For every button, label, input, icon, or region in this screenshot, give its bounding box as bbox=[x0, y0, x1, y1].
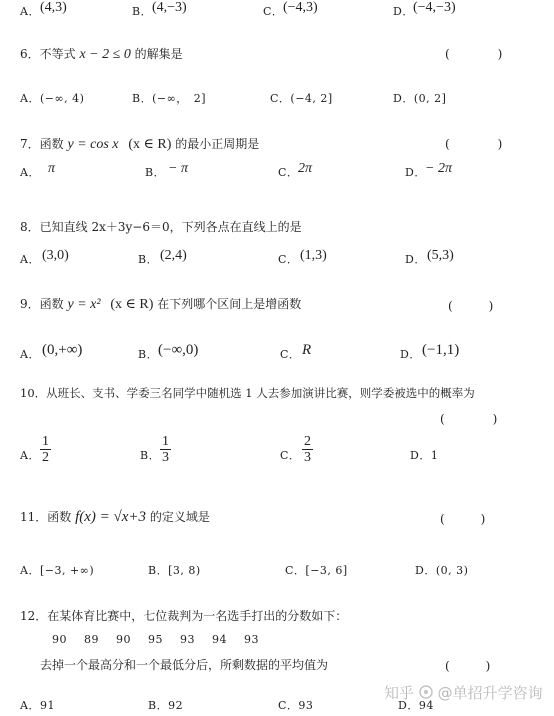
q10-stem: 10．从班长、支书、学委三名同学中随机选 1 人去参加演讲比赛，则学委被选中的概率为 bbox=[20, 386, 475, 400]
q7-stem-pre: 7．函数 bbox=[20, 137, 64, 151]
q5-option-d-label: D． bbox=[393, 5, 414, 18]
q10-option-d: D．1 bbox=[410, 449, 439, 462]
q12-option-b: B．92 bbox=[148, 699, 184, 712]
q6-answer-paren: ( ) bbox=[445, 47, 503, 61]
q9-stem-post: 在下列哪个区间上是增函数 bbox=[157, 297, 302, 311]
q12-answer-paren: ( ) bbox=[445, 659, 491, 673]
q11-option-d: D．(0, 3) bbox=[415, 564, 469, 577]
watermark-handle: @单招升学咨询 bbox=[437, 684, 543, 702]
q9-option-b: (−∞,0) bbox=[158, 342, 199, 358]
q10-option-c-denominator: 3 bbox=[304, 450, 311, 465]
q8-stem: 8．已知直线 2x＋3y−6＝0，下列各点在直线上的是 bbox=[20, 220, 302, 234]
q9-option-d: (−1,1) bbox=[422, 342, 460, 358]
q6-option-a: A．(−∞, 4) bbox=[20, 92, 85, 105]
q10-option-a-fraction bbox=[40, 434, 51, 465]
q12-score: 93 bbox=[244, 633, 259, 646]
q11-stem-post: 的定义域是 bbox=[149, 510, 210, 524]
q12-score: 95 bbox=[148, 633, 163, 646]
q10-option-b-denominator: 3 bbox=[162, 450, 169, 465]
q9-domain: (x ∈ R) bbox=[110, 297, 154, 312]
q7-function: y = cos x bbox=[67, 137, 119, 152]
q5-option-b-label: B． bbox=[132, 5, 153, 18]
q9-function: y = x² bbox=[67, 297, 101, 312]
q12-option-d: D．94 bbox=[398, 699, 434, 712]
q11-stem bbox=[20, 508, 210, 526]
q7-answer-paren: ( ) bbox=[445, 137, 503, 151]
q7-option-c: 2π bbox=[298, 161, 313, 176]
q12-option-c: C．93 bbox=[278, 699, 314, 712]
q10-option-a-label: A． bbox=[20, 449, 40, 462]
q8-option-a-label: A． bbox=[20, 253, 40, 266]
q10-option-c-fraction bbox=[302, 434, 313, 465]
q12-score: 90 bbox=[116, 633, 131, 646]
q10-option-b-fraction bbox=[160, 434, 171, 465]
q12-score: 90 bbox=[52, 633, 67, 646]
q7-option-d: − 2π bbox=[425, 161, 452, 176]
q12-score: 94 bbox=[212, 633, 227, 646]
q7-stem bbox=[20, 135, 259, 153]
q10-answer-paren: ( ) bbox=[440, 412, 498, 426]
q10-option-c-label: C． bbox=[280, 449, 301, 462]
q11-option-c: C．[−3, 6] bbox=[285, 564, 348, 577]
q9-option-a-label: A． bbox=[20, 348, 40, 361]
q6-option-c: C．(−4, 2] bbox=[270, 92, 333, 105]
q9-option-d-label: D． bbox=[400, 348, 421, 361]
q7-option-b: − π bbox=[168, 161, 188, 176]
q9-option-c: R bbox=[302, 342, 312, 358]
q8-option-b: (2,4) bbox=[160, 248, 187, 263]
q6-inequality: x − 2 ≤ 0 bbox=[79, 47, 131, 62]
q12-line-2: 去掉一个最高分和一个最低分后，所剩数据的平均值为 bbox=[40, 658, 329, 672]
q10-option-b-numerator: 1 bbox=[162, 434, 169, 449]
q11-answer-paren: ( ) bbox=[440, 512, 486, 526]
q6-stem-post: 的解集是 bbox=[134, 47, 183, 61]
q7-option-b-label: B． bbox=[145, 166, 166, 179]
q7-stem-post: 的最小正周期是 bbox=[175, 137, 260, 151]
q12-score: 93 bbox=[180, 633, 195, 646]
q7-option-d-label: D． bbox=[405, 166, 426, 179]
q8-option-a: (3,0) bbox=[42, 248, 69, 263]
q9-option-a: (0,+∞) bbox=[42, 342, 83, 358]
q9-option-c-label: C． bbox=[280, 348, 301, 361]
q5-option-c: (−4,3) bbox=[283, 0, 318, 15]
q11-function: f(x) = √x+3 bbox=[75, 509, 147, 525]
q5-option-a-label: A． bbox=[20, 5, 40, 18]
q8-option-d-label: D． bbox=[405, 253, 426, 266]
q10-option-a-denominator: 2 bbox=[42, 450, 49, 465]
q10-option-b-label: B． bbox=[140, 449, 161, 462]
q7-option-a-label: A． bbox=[20, 166, 40, 179]
q9-answer-paren: ( ) bbox=[448, 299, 494, 313]
q12-scores bbox=[52, 633, 276, 646]
q11-stem-pre: 11．函数 bbox=[20, 510, 72, 524]
q8-option-b-label: B． bbox=[138, 253, 159, 266]
q7-domain: (x ∈ R) bbox=[128, 137, 172, 152]
q5-option-c-label: C． bbox=[263, 5, 284, 18]
watermark bbox=[384, 682, 543, 703]
q5-option-b: (4,−3) bbox=[152, 0, 187, 15]
q7-option-c-label: C． bbox=[278, 166, 299, 179]
q6-option-b: B．(−∞， 2] bbox=[132, 92, 207, 105]
q11-option-b: B．[3, 8) bbox=[148, 564, 201, 577]
q12-option-a: A．91 bbox=[20, 699, 55, 712]
q9-stem bbox=[20, 295, 301, 313]
q9-stem-pre: 9．函数 bbox=[20, 297, 64, 311]
q10-option-c-numerator: 2 bbox=[304, 434, 311, 449]
zhihu-logo-icon bbox=[419, 685, 433, 703]
q11-option-a: A．[−3, +∞) bbox=[20, 564, 95, 577]
watermark-site: 知乎 bbox=[384, 684, 415, 702]
q10-option-a-numerator: 1 bbox=[42, 434, 49, 449]
q6-option-d: D．(0, 2] bbox=[393, 92, 447, 105]
q5-option-a: (4,3) bbox=[40, 0, 67, 15]
q8-option-d: (5,3) bbox=[427, 248, 454, 263]
q8-option-c: (1,3) bbox=[300, 248, 327, 263]
q5-option-d: (−4,−3) bbox=[413, 0, 456, 15]
q12-stem: 12．在某体育比赛中，七位裁判为一名选手打出的分数如下： bbox=[20, 609, 348, 623]
q9-option-b-label: B． bbox=[138, 348, 159, 361]
q6-stem bbox=[20, 45, 183, 63]
q7-option-a: π bbox=[48, 161, 56, 176]
q12-score: 89 bbox=[84, 633, 99, 646]
q8-option-c-label: C． bbox=[278, 253, 299, 266]
q6-stem-pre: 6．不等式 bbox=[20, 47, 76, 61]
